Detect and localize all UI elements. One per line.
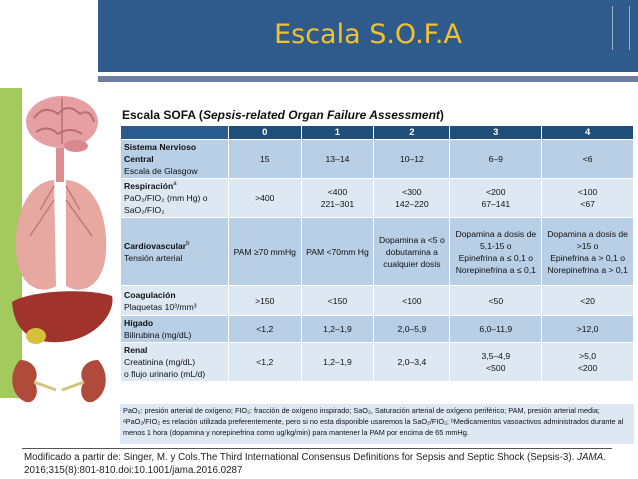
score-value: <1,2 (256, 324, 274, 334)
score-4-cell (542, 316, 634, 343)
score-value: >400 (255, 193, 275, 203)
header-underline (98, 76, 638, 82)
score-value: Dopamina a dosis de (455, 228, 537, 239)
score-value: 221–301 (320, 199, 355, 209)
score-4-cell (542, 343, 634, 382)
slide-header (0, 0, 638, 88)
score-value: Norepinefrina a > 0,1 (547, 264, 628, 275)
score-value: 6–9 (488, 154, 503, 164)
score-value: 10–12 (399, 154, 424, 164)
score-value: <200 (577, 363, 598, 373)
score-0-cell (229, 343, 302, 382)
score-2-cell (374, 343, 450, 382)
measure-label: Creatinina (mg/dL) (124, 357, 196, 367)
table-footnotes: PaO₂: presión arterial de oxígeno; FIO₂: fracción de oxígeno inspirado; SaO₂, Saturación arterial de oxígeno periférico; PAM, presión arterial media; ᵃPaO₂/FIO₂ es relación utilizada preferentemente, pero si no esta disponible usaremos la SaO₂/FIO₂; ᵇMedicamentos vasoactivos administrados durante al menos 1 hora (dopamina y norepinefrina como ug/kg/min) para mantener la PAM por encima de 65 mmHg. (120, 404, 634, 444)
table-row (121, 286, 634, 316)
score-3-cell (450, 218, 542, 286)
footnote-marker: b (186, 240, 190, 247)
table-row (121, 218, 634, 286)
score-value: <50 (488, 295, 504, 306)
measure-label: PaO₂/FIO₂ (mm Hg) o (124, 193, 208, 203)
score-2-cell (374, 286, 450, 316)
score-value: 6,0–11,9 (479, 324, 513, 334)
system-label-cell (121, 316, 229, 343)
measure-label: o flujo urinario (mL/d) (124, 369, 206, 379)
slide-title: Escala S.O.F.A (274, 19, 462, 50)
system-name: Hígado (124, 318, 154, 328)
score-value: 5,1-15 o (480, 240, 512, 251)
score-0-cell (229, 140, 302, 179)
score-value: cualquier dosis (383, 258, 441, 269)
header-corner-decoration (612, 6, 630, 50)
score-value: <500 (486, 363, 506, 373)
score-value: dobutamina a (385, 246, 438, 257)
score-value: >150 (255, 295, 275, 306)
score-value: Dopamina a <5 o (379, 234, 445, 245)
header-left-block (0, 0, 98, 72)
system-label-cell (121, 140, 229, 179)
header-cell-0: 0 (229, 126, 302, 140)
score-3-cell (450, 316, 542, 343)
score-value: 67–141 (481, 199, 511, 209)
score-value: <150 (327, 295, 348, 306)
score-1-cell (301, 218, 374, 286)
kidneys-icon (12, 360, 105, 402)
score-1-cell (301, 343, 374, 382)
score-value: >15 o (576, 240, 599, 251)
score-value: PAM <70mm Hg (306, 246, 369, 257)
score-value: Norepinefrina a ≤ 0,1 (455, 264, 536, 275)
measure-label: SaO₂/FIO₂ (124, 205, 165, 215)
organ-illustrations (0, 90, 118, 408)
table-row (121, 343, 634, 382)
measure-label: Tensión arterial (124, 252, 183, 263)
score-value: <400 (327, 187, 348, 197)
score-value: 1,2–1,9 (323, 357, 352, 367)
score-3-cell (450, 286, 542, 316)
system-name: Cardiovascular (124, 240, 187, 251)
table-row (121, 140, 634, 179)
header-cell-label (121, 126, 229, 140)
table-row (121, 316, 634, 343)
score-value: <100 (402, 295, 422, 306)
score-value: >5,0 (579, 351, 597, 361)
header-cell-2: 2 (374, 126, 450, 140)
score-value: Dopamina a dosis de (547, 228, 628, 239)
score-3-cell (450, 343, 542, 382)
system-name: Sistema Nervioso Central (124, 142, 197, 164)
score-4-cell (542, 286, 634, 316)
footnote-marker: a (173, 181, 177, 188)
citation: Modificado a partir de: Singer, M. y Cols.The Third International Consensus Definitions for Sepsis and Septic Shock (Sepsis-3). JAMA. 2016;315(8):801-810.doi:10.1001/jama.2016.0287 (24, 452, 606, 476)
system-label-cell (121, 218, 229, 286)
measure-label: Bilirubina (mg/dL) (124, 330, 192, 340)
score-4-cell (542, 218, 634, 286)
score-0-cell (229, 218, 302, 286)
system-name: Renal (124, 345, 148, 355)
header-cell-3: 3 (450, 126, 542, 140)
score-1-cell (301, 286, 374, 316)
table-row (121, 179, 634, 218)
score-3-cell (450, 179, 542, 218)
system-label-cell (121, 179, 229, 218)
score-value: 15 (259, 154, 270, 164)
score-1-cell (301, 316, 374, 343)
header-cell-1: 1 (301, 126, 374, 140)
system-label-cell (121, 286, 229, 316)
score-value: <300 (402, 187, 422, 197)
footer-divider (22, 448, 612, 449)
score-1-cell (301, 140, 374, 179)
liver-icon (12, 291, 113, 344)
score-value: 142–220 (395, 199, 429, 209)
score-value: <6 (582, 154, 593, 164)
system-name: Coagulación (124, 289, 176, 300)
score-value: >12,0 (576, 324, 599, 334)
score-4-cell (542, 179, 634, 218)
score-value: Epinefrina a ≤ 0,1 o (458, 252, 534, 263)
lungs-icon (16, 148, 106, 290)
score-value: 13–14 (325, 154, 350, 164)
score-value: PAM ≥70 mmHg (233, 246, 296, 257)
score-4-cell (542, 140, 634, 179)
score-value: <20 (580, 295, 595, 306)
score-0-cell (229, 286, 302, 316)
score-value: <100 (577, 187, 598, 197)
score-value: 3,5–4,9 (481, 351, 511, 361)
score-3-cell (450, 140, 542, 179)
score-value: 2,0–3,4 (397, 357, 427, 367)
score-value: 2,0–5,9 (397, 324, 427, 334)
score-value: 1,2–1,9 (323, 324, 352, 334)
score-0-cell (229, 179, 302, 218)
table-header-row (121, 126, 634, 140)
sofa-table (120, 125, 634, 382)
score-value: <200 (486, 187, 506, 197)
table-title: Escala SOFA (Sepsis-related Organ Failure Assessment) (122, 108, 444, 122)
score-0-cell (229, 316, 302, 343)
score-value: <1,2 (256, 357, 274, 367)
header-cell-4: 4 (542, 126, 634, 140)
system-label-cell (121, 343, 229, 382)
brain-icon (26, 96, 98, 152)
score-2-cell (374, 218, 450, 286)
score-2-cell (374, 316, 450, 343)
measure-label: Plaquetas 10³/mm³ (124, 301, 197, 312)
score-value: <67 (580, 199, 595, 209)
measure-label: Escala de Glasgow (124, 166, 198, 176)
score-value: Epinefrina a > 0,1 o (550, 252, 625, 263)
score-1-cell (301, 179, 374, 218)
system-name: Respiración (124, 181, 174, 191)
score-2-cell (374, 140, 450, 179)
score-2-cell (374, 179, 450, 218)
